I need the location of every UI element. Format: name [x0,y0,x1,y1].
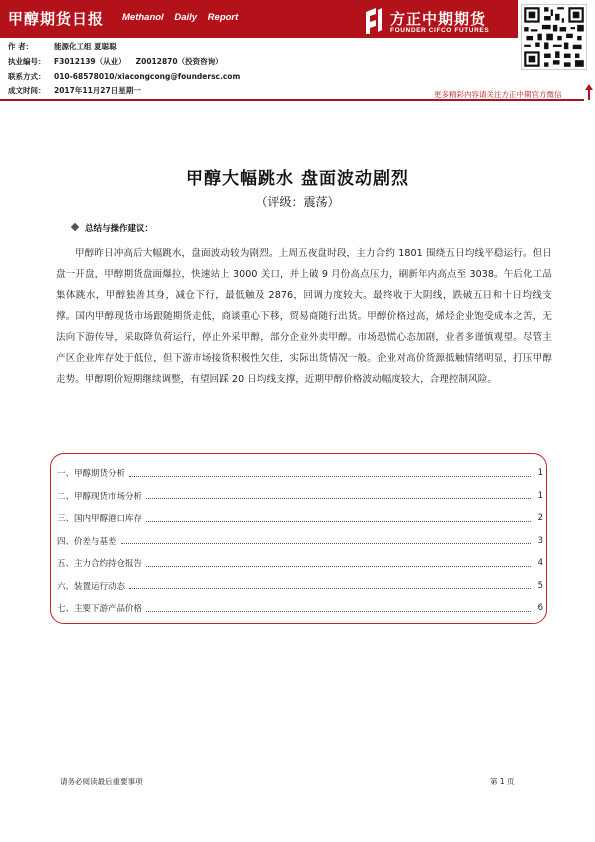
summary-heading-text: 总结与操作建议： [85,224,154,234]
toc-item[interactable] [57,576,543,596]
license-label: 执业编号： [8,56,46,66]
report-title: 甲醇期货日报 [8,10,105,28]
arrow-up-icon [585,84,593,100]
rating-label: （评级：震荡） [255,195,340,209]
date-label: 成文时间： [8,86,46,96]
report-header [0,0,595,100]
toc-leader [146,566,531,567]
toc-item-title: 四、价差与基差 [57,536,117,547]
brand-name-en: FOUNDER CIFCO FUTURES [390,27,490,34]
toc-item[interactable] [57,463,543,483]
report-subtitle: Methanol Daily Report [122,12,239,23]
toc-item-page: 5 [537,580,543,591]
toc-item-page: 3 [537,535,543,546]
license-value-practice: F3012139（从业） [54,56,126,66]
toc-item[interactable] [57,553,543,573]
summary-heading [72,222,153,234]
contact-label: 联系方式： [8,71,46,81]
toc-item[interactable] [57,598,543,618]
toc-item-title: 一、甲醇期货分析 [57,469,126,479]
contact-line [8,70,240,85]
footer-page-number: 第 1 页 [490,777,515,786]
follow-wechat-text: 更多精彩内容请关注方正中期官方微信 [434,90,562,99]
author-value: 能源化工组 夏聪聪 [54,42,117,51]
footer-disclaimer: 请务必阅读最后重要事项 [60,777,143,786]
toc-item-page: 2 [537,513,543,523]
toc-item-title: 二、甲醇现货市场分析 [57,491,143,502]
date-line [8,84,240,99]
report-info [8,40,240,99]
date-value: 2017年11月27日星期一 [54,86,141,96]
toc-item-title: 三、国内甲醇港口库存 [57,514,143,524]
header-banner [0,0,518,38]
toc-item-page: 1 [537,490,543,501]
toc-leader [129,588,531,589]
summary-paragraph: 甲醇昨日冲高后大幅跳水，盘面波动较为剧烈。上周五夜盘时段，主力合约 1801 围绕五日均线平稳运行。但日盘一开盘，甲醇期货盘面爆拉，快速站上 3000 关口，并上破 9 月份高点压力，刷新年内高点至 3038。午后化工品集体跳水，甲醇独善其身，减仓下行，最低触及 2876，回调力度较大。最终收于大阴线，跌破五日和十日均线支撑。国内甲醇现货市场跟随期货走低，商谈重心下移，贸易商随行出货。甲醇价格过高，烯烃企业饱受成本之苦，无法向下游传导，采取降负荷运行，停止外采甲醇，部分企业外卖甲醇。市场恐慌心态加剧，业者多谨慎观望。尽管主产区企业库存处于低位，但下游市场接货积极性欠佳，实际出货情况一般。企业对高价货源抵触情绪明显，打压甲醇走势。甲醇期价短期继续调整，有望回踩 20 日均线支撑，近期甲醇价格波动幅度较大，合理控制风险。 [56,248,552,385]
toc-item-page: 4 [537,558,543,568]
toc-item-title: 七、主要下游产品价格 [57,604,143,614]
contact-value: 010-68578010/xiacongcong@foundersc.com [54,71,241,81]
toc-item-page: 6 [537,603,543,613]
toc-item[interactable] [57,486,543,506]
founder-logo-icon [364,8,384,34]
toc-leader [146,611,531,612]
author-label: 作 者： [8,42,34,51]
company-logo [364,6,514,36]
qr-code-icon [521,4,587,70]
table-of-contents [50,453,547,624]
document-title: 甲醇大幅跳水 盘面波动剧烈 [186,169,409,189]
toc-leader [146,498,531,499]
license-line [8,55,240,70]
toc-leader [146,521,531,522]
toc-item[interactable] [57,531,543,551]
header-divider [0,99,584,101]
brand-name-cn: 方正中期期货 [390,10,487,28]
license-value-consulting: Z0012870（投资咨询） [135,56,223,66]
toc-item-title: 五、主力合约持仓报告 [57,559,143,569]
toc-item[interactable] [57,508,543,528]
toc-item-page: 1 [537,468,543,478]
diamond-bullet-icon [71,223,79,231]
toc-leader [121,543,531,544]
author-line [8,40,240,55]
toc-item-title: 六、装置运行动态 [57,581,126,592]
toc-leader [129,476,531,477]
